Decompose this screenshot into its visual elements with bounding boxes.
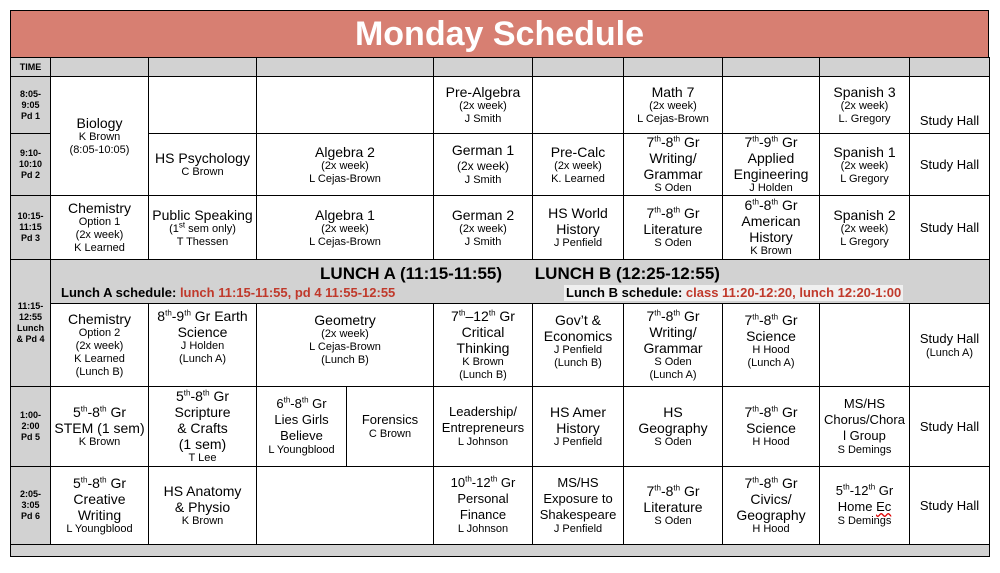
- class-cell-math7: Math 7 (2x week) L Cejas-Brown: [624, 77, 723, 134]
- class-cell-chemistry: Chemistry Option 1 (2x week) K Learned: [51, 196, 149, 260]
- class-cell-spanish1: Spanish 1 (2x week) L Gregory: [820, 134, 910, 196]
- lunch-b-schedule: Lunch B schedule: class 11:20-12:20, lunch 12:20-1:00: [566, 284, 902, 300]
- time-cell: 8:05- 9:05 Pd 1: [11, 77, 51, 134]
- class-cell-home-ec: 5th-12th Gr Home Ec S Demings: [820, 467, 910, 545]
- class-cell-applied-engineering: 7th-9th Gr Applied Engineering J Holden: [723, 134, 820, 196]
- empty-cell: [149, 77, 257, 134]
- period-row-2: [11, 134, 990, 196]
- header-cell: [723, 58, 820, 77]
- study-hall-cell: Study Hall: [910, 196, 990, 260]
- header-cell: [624, 58, 723, 77]
- class-cell-hs-psychology: HS Psychology C Brown: [149, 134, 257, 196]
- class-cell-literature: 7th-8th Gr Literature S Oden: [624, 196, 723, 260]
- class-cell-stem: 5th-8th Gr STEM (1 sem) K Brown: [51, 387, 149, 467]
- class-cell-earth-science: 8th-9th Gr Earth Science J Holden (Lunch A): [149, 304, 257, 387]
- class-cell-german1: German 1 (2x week) J Smith: [434, 134, 533, 196]
- class-cell-scripture-crafts: 5th-8th Gr Scripture & Crafts (1 sem) T Lee: [149, 387, 257, 467]
- header-cell: [257, 58, 434, 77]
- lunch-a-schedule: Lunch A schedule: lunch 11:15-11:55, pd 4 11:55-12:55: [61, 284, 396, 300]
- header-cell: [820, 58, 910, 77]
- lunch-a-title: LUNCH A (11:15-11:55): [320, 263, 503, 283]
- header-cell: [149, 58, 257, 77]
- time-header: TIME: [11, 58, 51, 77]
- period-row-1: [11, 77, 990, 134]
- class-cell-civics-geography: 7th-8th Gr Civics/ Geography H Hood: [723, 467, 820, 545]
- class-cell-spanish2: Spanish 2 (2x week) L Gregory: [820, 196, 910, 260]
- time-cell: 2:05- 3:05 Pd 6: [11, 467, 51, 545]
- class-cell-science: 7th-8th Gr Science H Hood: [723, 387, 820, 467]
- header-cell: [434, 58, 533, 77]
- footer-row: [11, 545, 990, 557]
- class-cell-writing-grammar: 7th-8th Gr Writing/ Grammar S Oden (Lunch A): [624, 304, 723, 387]
- period-row-4: [11, 304, 990, 387]
- period-row-3: [11, 196, 990, 260]
- class-cell-geometry: Geometry (2x week) L Cejas-Brown (Lunch B): [257, 304, 434, 387]
- class-cell-personal-finance: 10th-12th Gr Personal Finance L Johnson: [434, 467, 533, 545]
- empty-cell: [533, 77, 624, 134]
- class-cell-literature: 7th-8th Gr Literature S Oden: [624, 467, 723, 545]
- class-cell-spanish3: Spanish 3 (2x week) L. Gregory: [820, 77, 910, 134]
- lunch-banner: [51, 260, 990, 304]
- class-cell-creative-writing: 5th-8th Gr Creative Writing L Youngblood: [51, 467, 149, 545]
- empty-cell: [257, 467, 434, 545]
- class-cell-biology: Biology K Brown (8:05-10:05): [51, 77, 149, 196]
- time-cell: 1:00- 2:00 Pd 5: [11, 387, 51, 467]
- empty-cell: [820, 304, 910, 387]
- class-cell-chemistry-opt2: Chemistry Option 2 (2x week) K Learned (Lunch B): [51, 304, 149, 387]
- time-cell: 11:15- 12:55 Lunch & Pd 4: [11, 260, 51, 387]
- study-hall-cell: Study Hall: [910, 134, 990, 196]
- class-cell-anatomy: HS Anatomy & Physio K Brown: [149, 467, 257, 545]
- study-hall-cell: Study Hall (Lunch A): [910, 304, 990, 387]
- class-cell-science: 7th-8th Gr Science H Hood (Lunch A): [723, 304, 820, 387]
- header-row: [11, 58, 990, 77]
- time-cell: 9:10- 10:10 Pd 2: [11, 134, 51, 196]
- page-title: Monday Schedule: [10, 10, 989, 58]
- class-cell-leadership: Leadership/ Entrepreneurs L Johnson: [434, 387, 533, 467]
- header-cell: [533, 58, 624, 77]
- class-cell-critical-thinking: 7th–12th Gr Critical Thinking K Brown (Lunch B): [434, 304, 533, 387]
- class-cell-chorus: MS/HS Chorus/Chora l Group S Demings: [820, 387, 910, 467]
- class-cell-lies-girls-believe: 6th-8th Gr Lies Girls Believe L Youngblood: [257, 387, 347, 467]
- footer-bar: [11, 545, 990, 557]
- class-cell-public-speaking: Public Speaking (1st sem only) T Thessen: [149, 196, 257, 260]
- class-cell-german2: German 2 (2x week) J Smith: [434, 196, 533, 260]
- empty-cell: [723, 77, 820, 134]
- class-cell-american-history: 6th-8th Gr American History K Brown: [723, 196, 820, 260]
- lunch-row: [11, 260, 990, 304]
- class-cell-prealgebra: Pre-Algebra (2x week) J Smith: [434, 77, 533, 134]
- header-cell: [910, 58, 990, 77]
- class-cell-precalc: Pre-Calc (2x week) K. Learned: [533, 134, 624, 196]
- class-cell-hs-amer-history: HS Amer History J Penfield: [533, 387, 624, 467]
- header-cell: [51, 58, 149, 77]
- period-row-5: [11, 387, 990, 467]
- period-row-6: [11, 467, 990, 545]
- lunch-b-title: LUNCH B (12:25-12:55): [534, 263, 720, 283]
- empty-cell: [257, 77, 434, 134]
- class-cell-hs-geography: HS Geography S Oden: [624, 387, 723, 467]
- schedule-table: [10, 57, 990, 557]
- class-cell-forensics: Forensics C Brown: [347, 387, 434, 467]
- class-cell-algebra1: Algebra 1 (2x week) L Cejas-Brown: [257, 196, 434, 260]
- class-cell-algebra2: Algebra 2 (2x week) L Cejas-Brown: [257, 134, 434, 196]
- study-hall-cell: Study Hall: [910, 387, 990, 467]
- class-cell-shakespeare: MS/HS Exposure to Shakespeare J Penfield: [533, 467, 624, 545]
- study-hall-cell: Study Hall: [910, 467, 990, 545]
- study-hall-cell: Study Hall: [910, 77, 990, 134]
- class-cell-writing-grammar: 7th-8th Gr Writing/ Grammar S Oden: [624, 134, 723, 196]
- time-cell: 10:15- 11:15 Pd 3: [11, 196, 51, 260]
- class-cell-govt-economics: Gov’t & Economics J Penfield (Lunch B): [533, 304, 624, 387]
- class-cell-hs-world-history: HS World History J Penfield: [533, 196, 624, 260]
- schedule: [10, 10, 989, 561]
